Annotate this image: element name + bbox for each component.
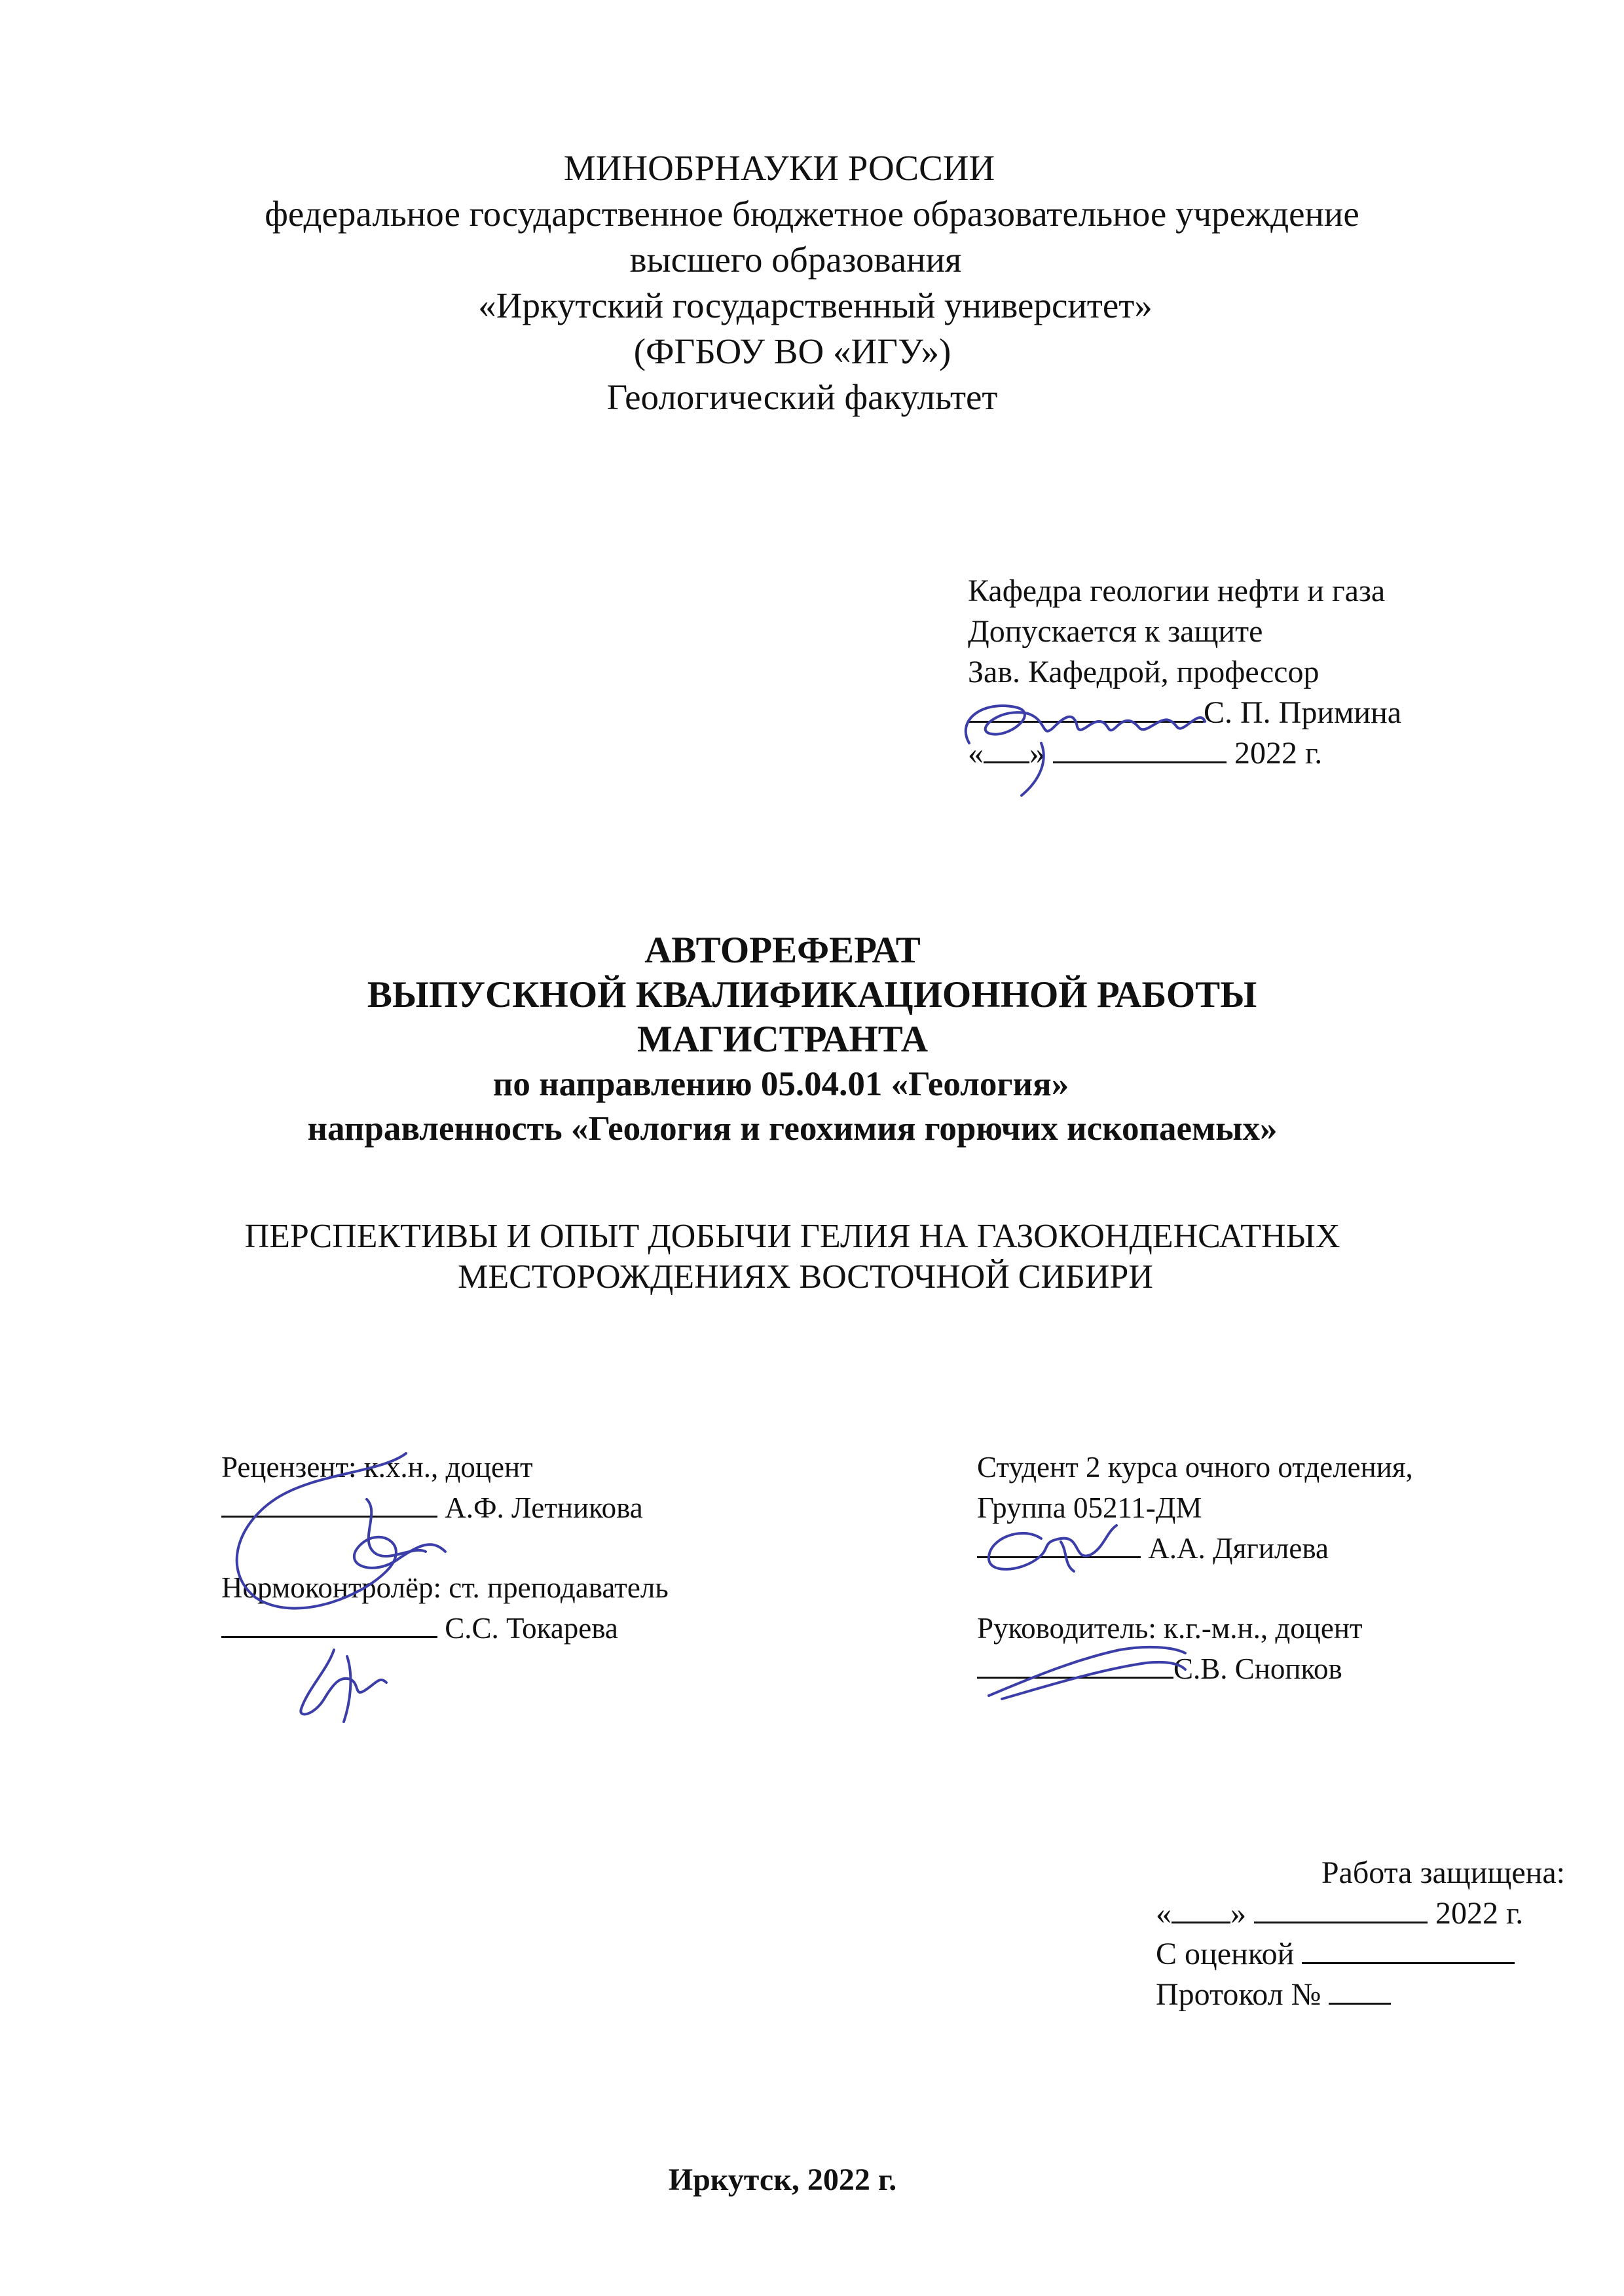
- reviewer-role: Рецензент: к.х.н., доцент: [221, 1451, 533, 1484]
- defense-date-line: « » 2022 г.: [1156, 1896, 1524, 1931]
- student-role: Студент 2 курса очного отделения,: [977, 1451, 1413, 1484]
- defense-status: Работа защищена:: [1321, 1855, 1565, 1890]
- supervisor-name: С.В. Снопков: [1173, 1652, 1342, 1685]
- document-title: [0, 928, 1624, 1151]
- thesis-topic: [0, 1216, 1624, 1298]
- head-name: С. П. Примина: [1204, 695, 1402, 730]
- defense-block: [1156, 1853, 1565, 2015]
- reviewer-handwritten-signature: [216, 1447, 517, 1630]
- head-handwritten-signature: [943, 681, 1251, 805]
- grade-label: С оценкой: [1156, 1937, 1295, 1971]
- approval-year: 2022 г.: [1234, 736, 1323, 771]
- protocol-label: Протокол №: [1156, 1977, 1321, 2012]
- normcontrol-name: С.С. Токарева: [445, 1612, 618, 1645]
- student-handwritten-signature: [976, 1512, 1139, 1584]
- title-line-1: АВТОРЕФЕРАТ: [644, 930, 921, 971]
- approval-date-line: « » 2022 г.: [968, 736, 1323, 771]
- student-group: Группа 05211-ДМ: [977, 1491, 1202, 1524]
- student-name: А.А. Дягилева: [1148, 1532, 1329, 1565]
- faculty-name: Геологический факультет: [606, 377, 998, 417]
- education-level: высшего образования: [629, 240, 962, 280]
- protocol-line: [1156, 1975, 1565, 2015]
- reviewer-name: А.Ф. Летникова: [445, 1491, 643, 1524]
- university-abbreviation: (ФГБОУ ВО «ИГУ»): [633, 331, 951, 371]
- title-profile: направленность «Геология и геохимия горючих ископаемых»: [307, 1110, 1278, 1148]
- city-year: Иркутск, 2022 г.: [668, 2162, 897, 2197]
- normcontrol-handwritten-signature: [288, 1637, 406, 1728]
- grade-line: [1156, 1934, 1565, 1975]
- supervisor-handwritten-signature: [976, 1633, 1225, 1705]
- defense-year: 2022 г.: [1435, 1896, 1524, 1931]
- department-name: Кафедра геологии нефти и газа: [968, 574, 1386, 608]
- institution-type: федеральное государственное бюджетное образовательное учреждение: [265, 194, 1359, 234]
- admission-note: Допускается к защите: [968, 614, 1263, 649]
- header-block: [0, 145, 1624, 420]
- topic-line-1: ПЕРСПЕКТИВЫ И ОПЫТ ДОБЫЧИ ГЕЛИЯ НА ГАЗОКОНДЕНСАТНЫХ: [244, 1218, 1340, 1255]
- topic-line-2: МЕСТОРОЖДЕНИЯХ ВОСТОЧНОЙ СИБИРИ: [458, 1258, 1153, 1296]
- head-title: Зав. Кафедрой, профессор: [968, 655, 1320, 689]
- title-line-2: ВЫПУСКНОЙ КВАЛИФИКАЦИОННОЙ РАБОТЫ: [367, 974, 1257, 1015]
- normcontrol-role: Нормоконтролёр: ст. преподаватель: [221, 1571, 669, 1604]
- university-name: «Иркутский государственный университет»: [478, 285, 1153, 325]
- supervisor-role: Руководитель: к.г.-м.н., доцент: [977, 1612, 1363, 1645]
- title-line-3: МАГИСТРАНТА: [637, 1019, 929, 1060]
- title-direction: по направлению 05.04.01 «Геология»: [492, 1065, 1069, 1103]
- ministry-name: МИНОБРНАУКИ РОССИИ: [563, 148, 995, 188]
